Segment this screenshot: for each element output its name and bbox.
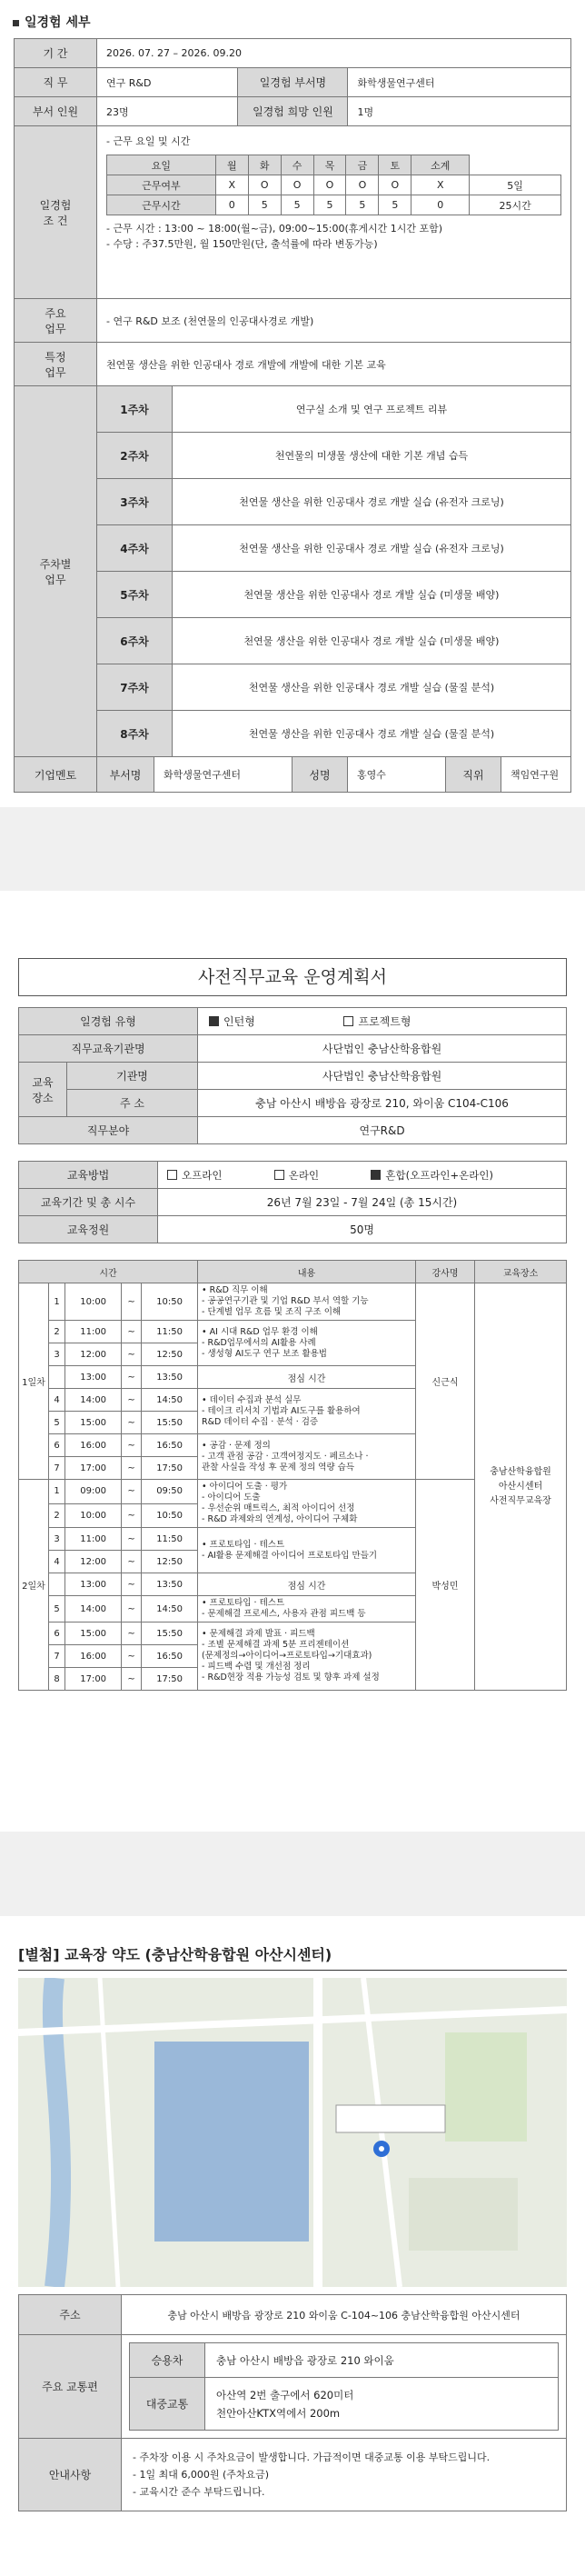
water-area — [154, 2042, 309, 2242]
mentor-table — [97, 757, 570, 792]
period-number — [49, 1366, 65, 1389]
schedule-header-cell: 토 — [379, 155, 411, 175]
method-offline: 오프라인 — [182, 1168, 223, 1182]
job-label: 직 무 — [15, 68, 97, 97]
job-value: 연구 R&D — [97, 68, 238, 97]
time-separator: ~ — [122, 1412, 142, 1434]
cond-label: 일경험 조 건 — [15, 126, 97, 299]
period-end: 15:50 — [142, 1412, 198, 1434]
period-end: 09:50 — [142, 1480, 198, 1504]
field-value: 연구R&D — [198, 1117, 567, 1144]
public-value: 천안아산KTX역에서 200m — [216, 2406, 341, 2420]
hope-value: 1명 — [348, 97, 571, 126]
period-number: 2 — [49, 1321, 65, 1343]
staff-value: 23명 — [97, 97, 238, 126]
cond-cell — [97, 126, 571, 299]
type-option-project: 프로젝트형 — [358, 1015, 411, 1028]
schedule-header-cell: 요일 — [107, 155, 216, 175]
period-start: 13:00 — [65, 1573, 122, 1596]
period-number: 6 — [49, 1622, 65, 1645]
location-map[interactable] — [18, 1978, 567, 2287]
public-label: 대중교통 — [130, 2378, 205, 2431]
transit-table — [129, 2342, 559, 2431]
time-separator: ~ — [122, 1366, 142, 1389]
week-label: 3주차 — [97, 479, 173, 525]
schedule-cell: 5 — [346, 195, 379, 215]
lunch-cell: 점심 시간 — [198, 1366, 416, 1389]
field-label: 직무분야 — [19, 1117, 198, 1144]
time-separator: ~ — [122, 1668, 142, 1691]
period-start: 14:00 — [65, 1596, 122, 1622]
week-desc: 천연물 생산을 위한 인공대사 경로 개발 실습 (유전자 크로닝) — [173, 525, 571, 572]
guide-line: - 1일 최대 6,000원 (주차요금) — [133, 2469, 270, 2481]
schedule-table — [106, 155, 561, 215]
period-number: 2 — [49, 1503, 65, 1528]
period-start: 12:00 — [65, 1551, 122, 1573]
mentor-pos-value: 책임연구원 — [501, 757, 571, 792]
period-end: 17:50 — [142, 1457, 198, 1480]
week-row — [97, 572, 570, 618]
week-desc: 천연물 생산을 위한 인공대사 경로 개발 실습 (물질 분석) — [173, 711, 571, 757]
org-label: 직무교육기관명 — [19, 1035, 198, 1063]
week-row — [97, 711, 570, 757]
content-cell: • 문제해결 과제 발표 · 피드백 - 조별 문제해결 과제 5분 프리젠테이션 (문제정의→아이디어→프로토타입→기대효과) - 피드백 수렴 및 개선점 정리 - R&D현장 적용 가능성 검토 및 향후 과제 설정 — [198, 1622, 416, 1691]
schedule-cell: X — [411, 175, 470, 195]
period-start: 17:00 — [65, 1668, 122, 1691]
schedule-cell: 5 — [379, 195, 411, 215]
week-row — [97, 525, 570, 572]
venue: 충남산학융합원 아산시센터 사전직무교육장 — [475, 1283, 567, 1691]
day-label: 2일차 — [19, 1480, 49, 1691]
cap-label: 교육정원 — [19, 1216, 158, 1243]
section-title: 일경험 세부 — [13, 13, 585, 31]
cond-note: - 근무 시간 : 13:00 ~ 18:00(월~금), 09:00~15:00(휴게시간 1시간 포함) — [106, 223, 443, 235]
map-title: [별첨] 교육장 약도 (충남산학융합원 아산시센터) — [18, 1946, 332, 1963]
addr-value: 충남 아산시 배방읍 광장로 210 와이움 C-104~106 충남산학융합원 아산시센터 — [122, 2295, 567, 2335]
period-end: 13:50 — [142, 1573, 198, 1596]
schedule-header-cell: 금 — [346, 155, 379, 175]
content-cell: • 공감 · 문제 정의 - 고객 관점 공감 · 고객여정지도 · 페르소나 · 관찰 사실을 작성 후 문제 정의 역량 습득 — [198, 1434, 416, 1480]
guide-line: - 교육시간 준수 부탁드립니다. — [133, 2486, 265, 2498]
plan-info-table — [18, 1007, 567, 1144]
timetable-body — [19, 1283, 567, 1691]
term-label: 교육기간 및 총 시수 — [19, 1189, 158, 1216]
period-label: 기 간 — [15, 39, 97, 68]
schedule-cell: O — [281, 175, 313, 195]
time-separator: ~ — [122, 1434, 142, 1457]
week-desc: 천연물 생산을 위한 인공대사 경로 개발 실습 (미생물 배양) — [173, 572, 571, 618]
week-label: 5주차 — [97, 572, 173, 618]
schedule-header-cell: 월 — [215, 155, 248, 175]
week-desc: 연구실 소개 및 연구 프로젝트 리뷰 — [173, 386, 571, 433]
tt-head-time: 시간 — [19, 1261, 198, 1283]
period-start: 16:00 — [65, 1645, 122, 1668]
schedule-cell: O — [248, 175, 281, 195]
period-end: 12:50 — [142, 1343, 198, 1366]
schedule-cell: 5 — [248, 195, 281, 215]
page-work-experience-details — [0, 0, 585, 807]
time-separator: ~ — [122, 1551, 142, 1573]
checkbox-icon[interactable] — [167, 1170, 177, 1180]
day-label: 1일차 — [19, 1283, 49, 1480]
hope-label: 일경험 희망 인원 — [238, 97, 348, 126]
guide-cell — [122, 2439, 567, 2511]
time-separator: ~ — [122, 1645, 142, 1668]
week-label: 6주차 — [97, 618, 173, 664]
period-end: 14:50 — [142, 1596, 198, 1622]
period-number: 8 — [49, 1668, 65, 1691]
tt-head-content: 내용 — [198, 1261, 416, 1283]
week-desc: 천연물 생산을 위한 인공대사 경로 개발 실습 (물질 분석) — [173, 664, 571, 711]
weekly-table — [97, 386, 570, 756]
period-number: 1 — [49, 1480, 65, 1504]
lecturer: 박성민 — [416, 1480, 475, 1691]
place-addr-value: 충남 아산시 배방읍 광장로 210, 와이움 C104-C106 — [198, 1090, 567, 1117]
period-number: 4 — [49, 1551, 65, 1573]
schedule-row-label: 근무여부 — [107, 175, 216, 195]
content-cell: • 데이터 수집과 분석 실무 - 테이크 리서치 기법과 AI도구를 활용하여 R&D 데이터 수집 · 분석 · 검증 — [198, 1389, 416, 1434]
time-separator: ~ — [122, 1480, 142, 1504]
period-end: 16:50 — [142, 1434, 198, 1457]
access-table — [18, 2294, 567, 2511]
schedule-cell: 5 — [281, 195, 313, 215]
main-value: - 연구 R&D 보조 (천연물의 인공대사경로 개발) — [97, 299, 571, 343]
schedule-cell: O — [346, 175, 379, 195]
mentor-name-value: 홍영수 — [348, 757, 446, 792]
period-number: 7 — [49, 1645, 65, 1668]
week-label: 4주차 — [97, 525, 173, 572]
timetable — [18, 1260, 567, 1691]
method-options — [158, 1162, 567, 1189]
tt-head-venue: 교육장소 — [475, 1261, 567, 1283]
schedule-header-cell: 소계 — [411, 155, 470, 175]
schedule-header — [107, 155, 561, 175]
period-number: 5 — [49, 1412, 65, 1434]
period-number: 5 — [49, 1596, 65, 1622]
checkbox-icon[interactable] — [274, 1170, 284, 1180]
lunch-cell: 점심 시간 — [198, 1573, 416, 1596]
mentor-dept-label: 부서명 — [97, 757, 154, 792]
special-value: 천연물 생산을 위한 인공대사 경로 개발에 개발에 대한 기본 교육 — [97, 343, 571, 386]
dept-label: 일경험 부서명 — [238, 68, 348, 97]
period-end: 11:50 — [142, 1528, 198, 1551]
schedule-cell: 5 — [313, 195, 346, 215]
details-table — [14, 38, 571, 793]
timetable-row — [19, 1283, 567, 1321]
time-separator: ~ — [122, 1573, 142, 1596]
period-end: 12:50 — [142, 1551, 198, 1573]
car-label: 승용차 — [130, 2343, 205, 2378]
content-cell: • 프로토타입 · 테스트 - 문제해결 프로세스, 사용자 관점 피드백 등 — [198, 1596, 416, 1622]
lecturer: 신근식 — [416, 1283, 475, 1480]
period-number: 6 — [49, 1434, 65, 1457]
period-end: 15:50 — [142, 1622, 198, 1645]
period-end: 16:50 — [142, 1645, 198, 1668]
schedule-header-cell: 화 — [248, 155, 281, 175]
period-start: 16:00 — [65, 1434, 122, 1457]
schedule-cell: 0 — [411, 195, 470, 215]
cond-intro: - 근무 요일 및 시간 — [106, 135, 191, 147]
schedule-header-cell: 목 — [313, 155, 346, 175]
period-start: 11:00 — [65, 1321, 122, 1343]
period-start: 11:00 — [65, 1528, 122, 1551]
schedule-cell: O — [313, 175, 346, 195]
schedule-row — [107, 195, 561, 215]
content-cell: • R&D 직무 이해 - 공공연구기관 및 기업 R&D 부서 역할 기능 - 단계별 업무 흐름 및 조직 구조 이해 — [198, 1283, 416, 1321]
mentor-dept-value: 화학생물연구센터 — [154, 757, 292, 792]
dept-value: 화학생물연구센터 — [348, 68, 571, 97]
content-cell: • AI 시대 R&D 업무 환경 이해 - R&D업무에서의 AI활용 사례 - 생성형 AI도구 연구 보조 활용법 — [198, 1321, 416, 1366]
schedule-cell: 5일 — [470, 175, 561, 195]
checkbox-checked-icon[interactable] — [209, 1016, 219, 1026]
period-start: 14:00 — [65, 1389, 122, 1412]
schedule-row — [107, 175, 561, 195]
time-separator: ~ — [122, 1503, 142, 1528]
schedule-cell: 25시간 — [470, 195, 561, 215]
transit-cell — [122, 2335, 567, 2439]
period-end: 14:50 — [142, 1389, 198, 1412]
tt-head-lecturer: 강사명 — [416, 1261, 475, 1283]
mentor-cell — [97, 757, 571, 793]
checkbox-checked-icon[interactable] — [371, 1170, 381, 1180]
guide-label: 안내사항 — [19, 2439, 122, 2511]
period-value: 2026. 07. 27 – 2026. 09.20 — [97, 39, 571, 68]
content-cell: • 프로토타입 · 테스트 - AI활용 문제해결 아이디어 프로토타입 만들기 — [198, 1528, 416, 1573]
checkbox-icon[interactable] — [343, 1016, 353, 1026]
place-label: 교육 장소 — [19, 1063, 67, 1117]
term-value: 26년 7월 23일 - 7월 24일 (총 15시간) — [158, 1189, 567, 1216]
period-start: 12:00 — [65, 1343, 122, 1366]
period-end: 10:50 — [142, 1503, 198, 1528]
time-separator: ~ — [122, 1622, 142, 1645]
weekly-cell — [97, 386, 571, 757]
place-name-value: 사단법인 충남산학융합원 — [198, 1063, 567, 1090]
week-row — [97, 433, 570, 479]
weekly-label: 주차별 업무 — [15, 386, 97, 757]
week-desc: 천연물의 미생물 생산에 대한 기본 개념 습득 — [173, 433, 571, 479]
plan-method-table — [18, 1161, 567, 1243]
week-label: 8주차 — [97, 711, 173, 757]
type-label: 일경험 유형 — [19, 1008, 198, 1035]
page-venue-map — [0, 1916, 585, 2576]
week-row — [97, 479, 570, 525]
time-separator: ~ — [122, 1389, 142, 1412]
type-options — [198, 1008, 567, 1035]
place-addr-label: 주 소 — [67, 1090, 198, 1117]
special-label: 특정 업무 — [15, 343, 97, 386]
car-value: 충남 아산시 배방읍 광장로 210 와이움 — [205, 2343, 559, 2378]
time-separator: ~ — [122, 1596, 142, 1622]
period-start: 10:00 — [65, 1503, 122, 1528]
schedule-header-cell: 수 — [281, 155, 313, 175]
week-label: 1주차 — [97, 386, 173, 433]
mentor-label: 기업멘토 — [15, 757, 97, 793]
period-number — [49, 1573, 65, 1596]
schedule-cell: 0 — [215, 195, 248, 215]
period-start: 10:00 — [65, 1283, 122, 1321]
week-label: 7주차 — [97, 664, 173, 711]
addr-label: 주소 — [19, 2295, 122, 2335]
transit-label: 주요 교통편 — [19, 2335, 122, 2439]
type-option-intern: 인턴형 — [223, 1015, 255, 1028]
period-start: 15:00 — [65, 1412, 122, 1434]
content-cell: • 아이디어 도출 · 평가 - 아이디어 도출 - 우선순위 매트릭스, 최적 아이디어 선정 - R&D 과제와의 연계성, 아이디어 구체화 — [198, 1480, 416, 1528]
period-end: 17:50 — [142, 1668, 198, 1691]
time-separator: ~ — [122, 1283, 142, 1321]
guide-line: - 주차장 이용 시 주차요금이 발생합니다. 가급적이면 대중교통 이용 부탁드립니다. — [133, 2451, 491, 2463]
venue-callout — [336, 2105, 445, 2132]
period-start: 17:00 — [65, 1457, 122, 1480]
time-separator: ~ — [122, 1528, 142, 1551]
mentor-name-label: 성명 — [292, 757, 348, 792]
time-separator: ~ — [122, 1457, 142, 1480]
time-separator: ~ — [122, 1343, 142, 1366]
page-pre-job-training-plan — [0, 891, 585, 1832]
org-value: 사단법인 충남산학융합원 — [198, 1035, 567, 1063]
week-desc: 천연물 생산을 위한 인공대사 경로 개발 실습 (미생물 배양) — [173, 618, 571, 664]
period-end: 11:50 — [142, 1321, 198, 1343]
period-number: 4 — [49, 1389, 65, 1412]
plan-title: 사전직무교육 운영계획서 — [18, 958, 567, 996]
week-row — [97, 664, 570, 711]
period-number: 3 — [49, 1343, 65, 1366]
schedule-cell: O — [379, 175, 411, 195]
public-cell — [205, 2378, 559, 2431]
period-number: 7 — [49, 1457, 65, 1480]
river-icon — [53, 1978, 61, 2287]
timetable-header — [19, 1261, 567, 1283]
week-row — [97, 386, 570, 433]
period-start: 15:00 — [65, 1622, 122, 1645]
period-start: 09:00 — [65, 1480, 122, 1504]
schedule-row-label: 근무시간 — [107, 195, 216, 215]
period-number: 3 — [49, 1528, 65, 1551]
time-separator: ~ — [122, 1321, 142, 1343]
public-value: 아산역 2번 출구에서 620미터 — [216, 2388, 354, 2401]
period-end: 13:50 — [142, 1366, 198, 1389]
period-start: 13:00 — [65, 1366, 122, 1389]
schedule-cell: X — [215, 175, 248, 195]
week-label: 2주차 — [97, 433, 173, 479]
map-drawing — [18, 1978, 567, 2287]
mentor-pos-label: 직위 — [446, 757, 501, 792]
method-blended: 혼합(오프라인+온라인) — [385, 1168, 493, 1182]
week-row — [97, 618, 570, 664]
cap-value: 50명 — [158, 1216, 567, 1243]
method-online: 온라인 — [288, 1168, 320, 1182]
staff-label: 부서 인원 — [15, 97, 97, 126]
method-label: 교육방법 — [19, 1162, 158, 1189]
main-label: 주요 업무 — [15, 299, 97, 343]
period-end: 10:50 — [142, 1283, 198, 1321]
place-name-label: 기관명 — [67, 1063, 198, 1090]
square-bullet-icon — [13, 20, 19, 26]
cond-note: - 수당 : 주37.5만원, 월 150만원(단, 출석률에 따라 변동가능) — [106, 238, 378, 250]
week-desc: 천연물 생산을 위한 인공대사 경로 개발 실습 (유전자 크로닝) — [173, 479, 571, 525]
period-number: 1 — [49, 1283, 65, 1321]
